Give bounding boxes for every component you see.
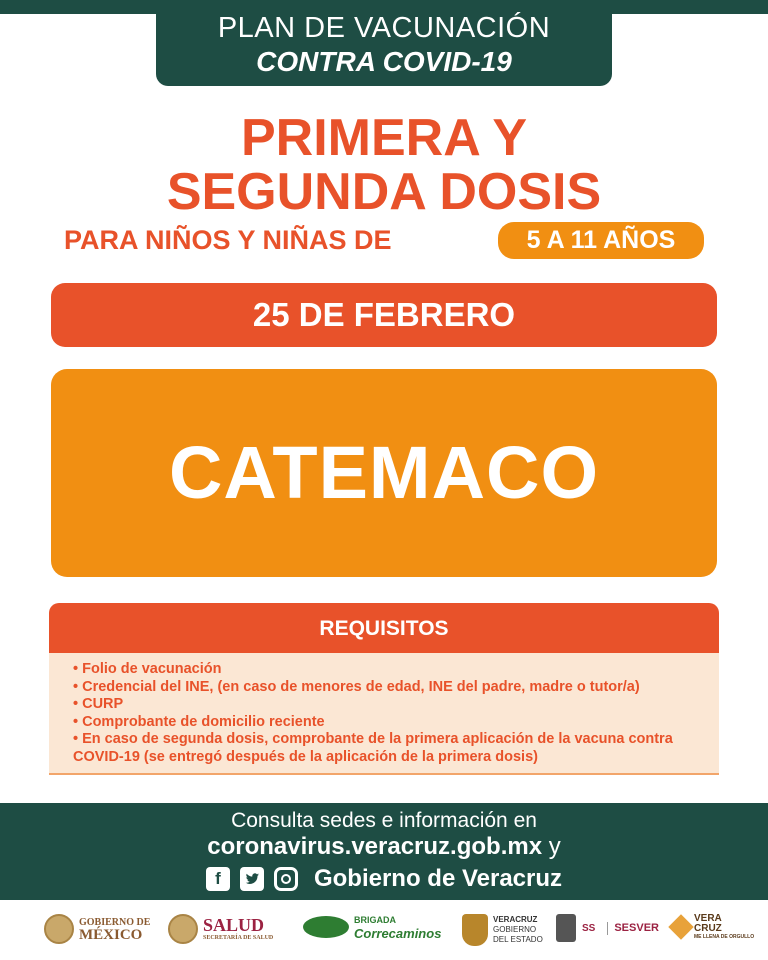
twitter-icon[interactable] (240, 867, 264, 891)
header-title: PLAN DE VACUNACIÓN (217, 12, 551, 44)
logo-text: DEL ESTADO (493, 935, 543, 944)
logo-text: SS (582, 922, 596, 934)
correcaminos-icon (303, 916, 349, 938)
requirement-item: • CURP (73, 696, 124, 712)
sesver-emblem-icon (556, 914, 576, 942)
main-title-line2: SEGUNDA DOSIS (166, 163, 602, 221)
logo-text: CRUZ (694, 923, 722, 934)
requirement-item: • Credencial del INE, (en caso de menores de edad, INE del padre, madre o tutor/a) (73, 678, 640, 695)
logo-text: VERACRUZ (493, 915, 538, 924)
social-handle: Gobierno de Veracruz (313, 865, 563, 892)
salud-seal-icon (168, 914, 198, 944)
gobierno-mexico-logo (44, 914, 150, 944)
requirement-item: • Comprobante de domicilio reciente (73, 713, 325, 730)
social-row (0, 863, 768, 895)
footer-website-line (0, 833, 768, 861)
mexico-seal-icon (44, 914, 74, 944)
facebook-icon[interactable]: f (206, 867, 230, 891)
logo-text: SALUD (203, 915, 265, 935)
location-banner: CATEMACO (51, 369, 717, 577)
logo-text: Correcaminos (354, 926, 442, 941)
logo-text: SECRETARÍA DE SALUD (203, 935, 274, 941)
instagram-icon[interactable] (274, 867, 298, 891)
connector-text: y (548, 833, 561, 860)
website-link[interactable]: coronavirus.veracruz.gob.mx (207, 833, 543, 860)
logo-text: VERA (694, 913, 722, 924)
requirements-list (49, 653, 719, 775)
header-subtitle: CONTRA COVID-19 (256, 46, 512, 77)
salud-logo (168, 914, 273, 944)
me-llena-de-orgullo-logo (672, 914, 754, 940)
veracruz-star-icon (668, 914, 693, 939)
sesver-logo (556, 914, 659, 942)
audience-subtitle: PARA NIÑOS Y NIÑAS DE (64, 225, 392, 255)
logo-text: GOBIERNO DE (79, 917, 151, 928)
date-banner: 25 DE FEBRERO (51, 283, 717, 347)
logo-text: BRIGADA (354, 915, 396, 925)
header-banner (156, 0, 612, 86)
footer-info-text: Consulta sedes e información en (231, 809, 537, 832)
logo-text: MÉXICO (79, 927, 143, 943)
logo-text: SESVER (607, 922, 659, 935)
requirement-item: • Folio de vacunación (73, 661, 222, 677)
veracruz-shield-icon (462, 914, 488, 946)
requirements-heading: REQUISITOS (49, 603, 719, 653)
age-range-badge: 5 A 11 AÑOS (498, 222, 704, 259)
brigada-correcaminos-logo (303, 914, 441, 940)
footer (0, 803, 768, 900)
logo-strip (0, 908, 768, 956)
main-title-line1: PRIMERA Y (240, 109, 528, 167)
logo-text: GOBIERNO (493, 925, 537, 934)
logo-text: ME LLENA DE ORGULLO (694, 934, 755, 940)
requirement-item: • En caso de segunda dosis, comprobante de la primera aplicación de la vacuna contra COVID-19 (se entregó después de la aplicación de la primera dosis) (73, 731, 673, 765)
veracruz-gobierno-logo (462, 914, 543, 946)
